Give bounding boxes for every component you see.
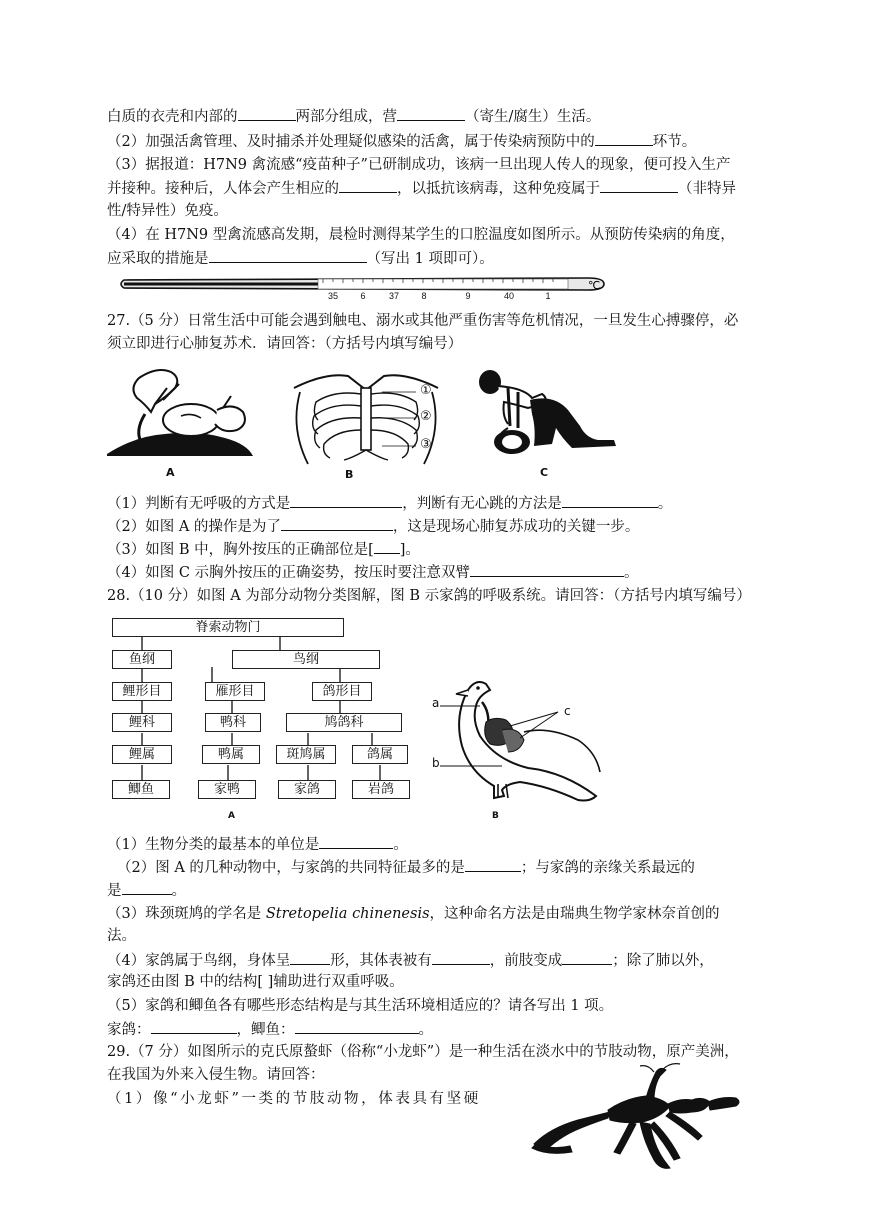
answer-blank[interactable] [397, 106, 465, 121]
q28-sub4b: 家鸽还由图 B 中的结构[ ]辅助进行双重呼吸。 [107, 974, 404, 990]
answer-blank[interactable] [595, 131, 653, 146]
figure-label-a: A [228, 811, 235, 821]
marker-3: ③ [420, 437, 432, 452]
tree-class-bird: 鸟纲 [232, 650, 380, 669]
answer-blank[interactable] [339, 178, 397, 193]
tree-family: 鸠鸽科 [286, 713, 402, 732]
q28-sub2: （2）图 A 的几种动物中，与家鸽的共同特征最多的是 ；与家鸽的亲缘关系最远的 [117, 857, 695, 878]
tree-species: 家鸽 [278, 780, 336, 799]
q29-line3: （1）像“小龙虾”一类的节肢动物，体表具有坚硬 [107, 1091, 481, 1107]
figure-label-c: C [540, 466, 549, 479]
q28-sub3: （3）珠颈斑鸠的学名是 Stretopelia chinenesis，这种命名方法是由瑞典生物学家林奈首创的 [107, 906, 720, 922]
q27-line1: 27.（5 分）日常生活中可能会遇到触电、溺水或其他严重伤害等危机情况，一旦发生心搏骤停，必 [107, 313, 739, 329]
q28-sub5: （5）家鸽和鲫鱼各有哪些形态结构是与其生活环境相适应的？请各写出 1 项。 [107, 998, 614, 1014]
crayfish-figure [530, 1062, 745, 1174]
answer-blank[interactable] [432, 950, 490, 965]
answer-blank[interactable] [562, 493, 658, 508]
pigeon-figure [428, 676, 608, 806]
answer-blank[interactable] [151, 1019, 237, 1034]
tree-genus: 斑鸠属 [276, 745, 336, 764]
q27-sub3: （3）如图 B 中，胸外按压的正确部位是[ ]。 [107, 539, 420, 560]
tree-class-fish: 鱼纲 [112, 650, 172, 669]
tree-genus: 鸭属 [202, 745, 260, 764]
answer-blank[interactable] [238, 106, 296, 121]
answer-blank[interactable] [122, 880, 172, 895]
scientific-name: Stretopelia chinenesis [265, 906, 430, 922]
cpr-figure-a [105, 364, 255, 464]
q29-line1: 29.（7 分）如图所示的克氏原螯虾（俗称“小龙虾”）是一种生活在淡水中的节肢动物，原产美洲， [107, 1044, 739, 1060]
q26-line5: 性/特异性）免疫。 [107, 203, 228, 219]
answer-blank[interactable] [600, 178, 678, 193]
q26-line1: 白质的衣壳和内部的 两部分组成，营 （寄生/腐生）生活。 [107, 106, 600, 127]
answer-blank[interactable] [562, 950, 612, 965]
answer-blank[interactable] [281, 516, 393, 531]
bird-label-b: b [432, 756, 440, 770]
answer-blank[interactable] [290, 950, 330, 965]
tree-genus: 鲤属 [112, 745, 172, 764]
q28-sub5b: 家鸽： ，鲫鱼： 。 [107, 1019, 433, 1040]
q28-sub2b: 是 。 [107, 880, 186, 901]
marker-1: ① [420, 383, 432, 398]
answer-blank[interactable] [470, 562, 624, 577]
bird-label-a: a [432, 696, 440, 710]
tree-species: 鲫鱼 [112, 780, 170, 799]
thermometer-tick: 1 [545, 291, 551, 301]
answer-blank[interactable] [374, 539, 400, 554]
q28-line1: 28.（10 分）如图 A 为部分动物分类图解，图 B 示家鸽的呼吸系统。请回答：（方括号内填写编号） [107, 588, 751, 604]
q27-line2: 须立即进行心肺复苏术．请回答：（方括号内填写编号） [107, 336, 463, 352]
tree-species: 岩鸽 [352, 780, 410, 799]
tree-phylum: 脊索动物门 [112, 618, 344, 637]
q27-sub4: （4）如图 C 示胸外按压的正确姿势，按压时要注意双臂 。 [107, 562, 639, 583]
q28-sub4: （4）家鸽属于鸟纲，身体呈 形，其体表被有 ，前肢变成 ；除了肺以外， [107, 950, 714, 971]
figure-label-b: B [492, 811, 499, 821]
thermometer-tick: 6 [360, 291, 366, 301]
figure-label-b: B [345, 468, 354, 481]
tree-species: 家鸭 [198, 780, 256, 799]
tree-order: 鲤形目 [112, 682, 172, 701]
q26-line3: （3）据报道：H7N9 禽流感“疫苗种子”已研制成功，该病一旦出现人传人的现象，便可投入生产 [107, 157, 731, 173]
tree-family: 鸭科 [205, 713, 261, 732]
marker-2: ② [420, 409, 432, 424]
answer-blank[interactable] [465, 857, 521, 872]
q28-sub1: （1）生物分类的最基本的单位是 。 [107, 834, 408, 855]
thermometer-tick: 37 [388, 291, 400, 301]
q27-sub2: （2）如图 A 的操作是为了 ，这是现场心肺复苏成功的关键一步。 [107, 516, 639, 537]
cpr-figure-c [468, 368, 623, 463]
tree-family: 鲤科 [112, 713, 172, 732]
thermometer-tick: 35 [327, 291, 339, 301]
q28-sub3b: 法。 [107, 928, 136, 944]
tree-order: 鸽形目 [312, 682, 372, 701]
figure-label-a: A [166, 466, 175, 479]
thermometer-unit: ℃ [588, 279, 601, 292]
answer-blank[interactable] [209, 248, 367, 263]
thermometer-figure [118, 268, 608, 302]
tree-genus: 鸽属 [352, 745, 408, 764]
thermometer-tick: 8 [421, 291, 427, 301]
answer-blank[interactable] [295, 1019, 419, 1034]
thermometer-tick: 40 [503, 291, 515, 301]
answer-blank[interactable] [290, 493, 402, 508]
tree-order: 雁形目 [205, 682, 265, 701]
q27-sub1: （1）判断有无呼吸的方式是 ，判断有无心跳的方法是 。 [107, 493, 672, 514]
q29-line2: 在我国为外来入侵生物。请回答： [107, 1067, 325, 1083]
q26-line7: 应采取的措施是 （写出 1 项即可）。 [107, 248, 494, 269]
q26-line6: （4）在 H7N9 型禽流感高发期，晨检时测得某学生的口腔温度如图所示。从预防传染病的角度， [107, 227, 735, 243]
q26-line4: 并接种。接种后，人体会产生相应的 ，以抵抗该病毒，这种免疫属于 （非特异 [107, 178, 736, 199]
q26-line2: （2）加强活禽管理、及时捕杀并处理疑似感染的活禽，属于传染病预防中的 环节。 [107, 131, 696, 152]
thermometer-tick: 9 [465, 291, 471, 301]
answer-blank[interactable] [319, 834, 393, 849]
bird-label-c: c [564, 704, 571, 718]
